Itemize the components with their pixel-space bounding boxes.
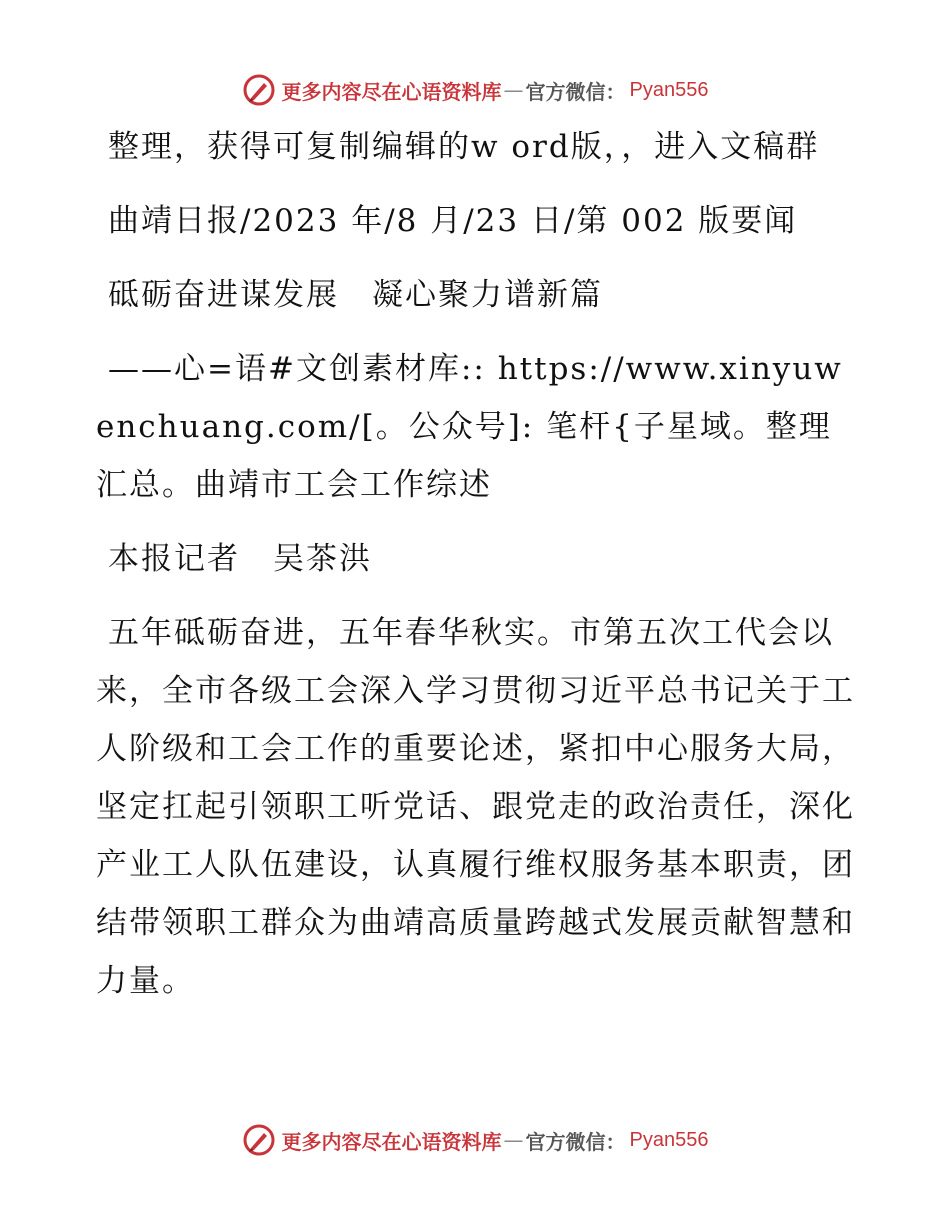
watermark-text: 更多内容尽在心语资料库 — [281, 1129, 502, 1154]
article-subtitle: ——心=语#文创素材库:: https://www.xinyuwenchuang.com/[。公众号]: 笔杆{子星域。整理汇总。曲靖市工会工作综述 — [96, 351, 843, 503]
header-watermark — [0, 70, 950, 110]
footer-watermark — [0, 1120, 950, 1160]
watermark-dash: — — [503, 1128, 524, 1152]
pen-circle-icon — [242, 1123, 276, 1157]
watermark-text: 更多内容尽在心语资料库 — [281, 79, 502, 104]
watermark-id: Pyan556 — [629, 1128, 709, 1151]
paragraph-source: 曲靖日报/2023 年/8 月/23 日/第 002 版要闻 — [108, 203, 798, 239]
watermark-sub: 官方微信： — [525, 79, 626, 104]
document-body — [96, 118, 856, 1026]
article-byline: 本报记者 吴茶洪 — [108, 541, 372, 577]
watermark-sub: 官方微信： — [525, 1129, 626, 1154]
pen-circle-icon — [242, 73, 276, 107]
paragraph-note: 整理，获得可复制编辑的w ord版，，进入文稿群 — [108, 129, 820, 165]
article-title: 砥砺奋进谋发展 凝心聚力谱新篇 — [108, 277, 603, 313]
watermark-id: Pyan556 — [629, 78, 709, 101]
watermark-dash: — — [503, 78, 524, 102]
article-paragraph: 五年砥砺奋进，五年春华秋实。市第五次工代会以来，全市各级工会深入学习贯彻习近平总书记关于工人阶级和工会工作的重要论述，紧扣中心服务大局，坚定扛起引领职工听党话、跟党走的政治责任，深化产业工人队伍建设，认真履行维权服务基本职责，团结带领职工群众为曲靖高质量跨越式发展贡献智慧和力量。 — [96, 615, 855, 999]
